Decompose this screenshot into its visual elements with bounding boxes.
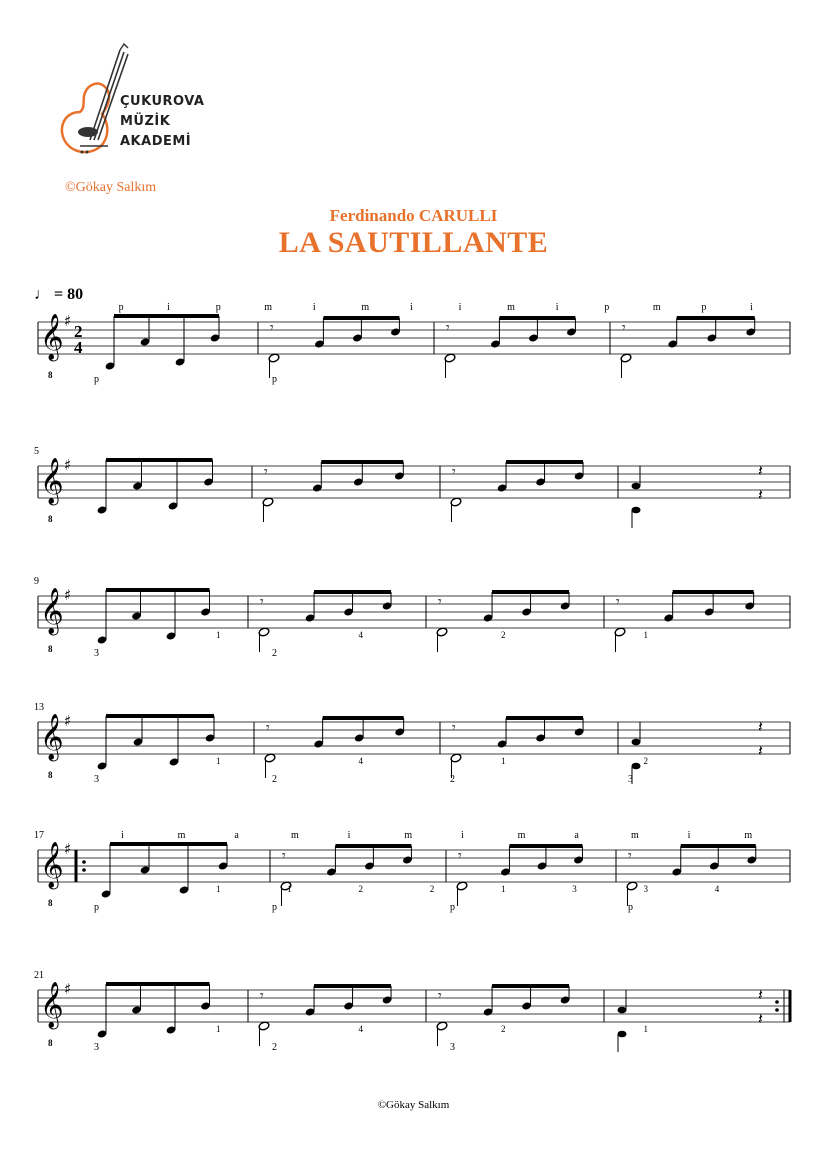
left-hand-fingering: 2 <box>501 630 506 640</box>
staff-system <box>34 576 790 659</box>
right-hand-fingering: m <box>507 302 515 313</box>
treble-clef-icon: 𝄞 <box>40 842 64 888</box>
right-hand-fingering: i <box>347 830 351 841</box>
eighth-rest-icon: 𝄾 <box>260 594 264 610</box>
staff-system <box>38 302 790 385</box>
key-sharp-icon: ♯ <box>64 312 72 330</box>
key-sharp-icon: ♯ <box>64 456 72 474</box>
eighth-rest-icon: 𝄾 <box>616 594 620 610</box>
left-hand-fingering: 4 <box>358 630 363 640</box>
logo-line-3: AKADEMİ <box>120 134 192 149</box>
treble-clef-icon: 𝄞 <box>40 714 64 760</box>
measure-number: 21 <box>34 970 44 981</box>
left-hand-fingering: 1 <box>643 630 648 640</box>
eighth-rest-icon: 𝄾 <box>446 320 450 336</box>
left-hand-fingering: 1 <box>501 756 506 766</box>
left-hand-fingering: 2 <box>358 884 363 894</box>
measure-number: 9 <box>34 576 39 587</box>
right-hand-fingering: m <box>291 830 299 841</box>
note-head <box>632 507 641 514</box>
repeat-dot <box>775 1008 779 1012</box>
eighth-rest-icon: 𝄾 <box>270 320 274 336</box>
right-hand-fingering: i <box>458 302 462 313</box>
right-hand-fingering: m <box>404 830 413 841</box>
eighth-rest-icon: 𝄾 <box>452 464 456 480</box>
note-head <box>632 763 641 770</box>
quarter-rest-icon: 𝄽 <box>758 741 763 760</box>
right-hand-fingering: m <box>361 302 370 313</box>
eighth-rest-icon: 𝄾 <box>260 988 264 1004</box>
right-hand-fingering: i <box>312 302 316 313</box>
measure-number: 5 <box>34 446 39 457</box>
measure-number: 13 <box>34 702 44 713</box>
bass-fingering: 2 <box>450 774 455 785</box>
octave-eight-mark: 8 <box>48 898 53 908</box>
staff-system <box>34 970 790 1053</box>
right-hand-fingering: i <box>461 830 464 841</box>
right-hand-fingering: i <box>167 302 170 313</box>
logo-line-2: MÜZİK <box>120 114 171 129</box>
octave-eight-mark: 8 <box>48 370 53 380</box>
eighth-rest-icon: 𝄾 <box>452 720 456 736</box>
bass-fingering: 3 <box>450 1042 455 1053</box>
bass-fingering: 3 <box>94 774 99 785</box>
left-hand-fingering: 2 <box>429 884 435 894</box>
left-hand-fingering: 4 <box>358 1024 363 1034</box>
right-hand-fingering: p <box>118 302 124 313</box>
bass-fingering: 2 <box>272 774 277 785</box>
staff-system <box>34 702 790 785</box>
bass-fingering: p <box>94 374 99 385</box>
left-hand-fingering: 1 <box>216 884 221 894</box>
right-hand-fingering: i <box>750 302 753 313</box>
right-hand-fingering: m <box>744 830 753 841</box>
left-hand-fingering: 1 <box>287 884 292 894</box>
octave-eight-mark: 8 <box>48 1038 53 1048</box>
left-hand-fingering: 2 <box>643 756 648 766</box>
note-head <box>632 483 641 490</box>
quarter-rest-icon: 𝄽 <box>758 1009 763 1028</box>
left-hand-fingering: 4 <box>714 884 720 894</box>
composer-name: Ferdinando CARULLI <box>329 206 498 225</box>
quarter-rest-icon: 𝄽 <box>758 717 763 736</box>
right-hand-fingering: p <box>215 302 221 313</box>
eighth-rest-icon: 𝄾 <box>458 848 462 864</box>
time-signature-top: 2 <box>74 322 83 341</box>
bass-fingering: 3 <box>628 774 633 785</box>
right-hand-fingering: m <box>517 830 526 841</box>
left-hand-fingering: 2 <box>501 1024 506 1034</box>
note-head <box>632 739 641 746</box>
eighth-rest-icon: 𝄾 <box>438 988 442 1004</box>
octave-eight-mark: 8 <box>48 770 53 780</box>
quarter-rest-icon: 𝄽 <box>758 985 763 1004</box>
right-hand-fingering: m <box>631 830 639 841</box>
repeat-dot <box>775 1000 779 1004</box>
bass-fingering: p <box>272 374 277 385</box>
treble-clef-icon: 𝄞 <box>40 314 64 360</box>
left-hand-fingering: 1 <box>643 1024 648 1034</box>
right-hand-fingering: p <box>701 302 707 313</box>
left-hand-fingering: 3 <box>572 884 577 894</box>
eighth-rest-icon: 𝄾 <box>266 720 270 736</box>
staff-system <box>34 446 790 528</box>
measure-number: 17 <box>34 830 44 841</box>
bass-fingering: 2 <box>272 648 277 659</box>
bass-fingering: p <box>450 902 455 913</box>
key-sharp-icon: ♯ <box>64 586 72 604</box>
eighth-rest-icon: 𝄾 <box>264 464 268 480</box>
bass-fingering: 3 <box>94 1042 99 1053</box>
right-hand-fingering: i <box>121 830 124 841</box>
octave-eight-mark: 8 <box>48 644 53 654</box>
eighth-rest-icon: 𝄾 <box>438 594 442 610</box>
quarter-rest-icon: 𝄽 <box>758 461 763 480</box>
right-hand-fingering: a <box>234 830 239 841</box>
eighth-rest-icon: 𝄾 <box>622 320 626 336</box>
bass-fingering: p <box>628 902 633 913</box>
right-hand-fingering: i <box>687 830 691 841</box>
eighth-rest-icon: 𝄾 <box>628 848 632 864</box>
bass-fingering: p <box>272 902 277 913</box>
note-head <box>618 1007 627 1014</box>
octave-eight-mark: 8 <box>48 514 53 524</box>
left-hand-fingering: 1 <box>216 1024 221 1034</box>
right-hand-fingering: i <box>410 302 413 313</box>
copyright-bottom: ©Gökay Salkım <box>377 1099 450 1111</box>
quarter-rest-icon: 𝄽 <box>758 485 763 504</box>
key-sharp-icon: ♯ <box>64 712 72 730</box>
left-hand-fingering: 1 <box>216 630 221 640</box>
note-head <box>618 1031 627 1038</box>
right-hand-fingering: m <box>177 830 186 841</box>
staff-system <box>34 830 790 913</box>
right-hand-fingering: i <box>555 302 559 313</box>
right-hand-fingering: m <box>264 302 273 313</box>
tempo-marking: ♩ = 80 <box>34 286 84 303</box>
right-hand-fingering: p <box>604 302 610 313</box>
left-hand-fingering: 1 <box>216 756 221 766</box>
left-hand-fingering: 3 <box>643 884 648 894</box>
right-hand-fingering: m <box>652 302 661 313</box>
treble-clef-icon: 𝄞 <box>40 458 64 504</box>
key-sharp-icon: ♯ <box>64 980 72 998</box>
copyright-top: ©Gökay Salkım <box>65 180 157 195</box>
time-signature-bottom: 4 <box>74 338 83 357</box>
right-hand-fingering: a <box>574 830 579 841</box>
piece-title: LA SAUTILLANTE <box>278 226 549 259</box>
repeat-dot <box>82 868 86 872</box>
left-hand-fingering: 4 <box>358 756 363 766</box>
eighth-rest-icon: 𝄾 <box>282 848 286 864</box>
bass-fingering: 2 <box>272 1042 277 1053</box>
key-sharp-icon: ♯ <box>64 840 72 858</box>
treble-clef-icon: 𝄞 <box>40 588 64 634</box>
repeat-dot <box>82 860 86 864</box>
bass-fingering: 3 <box>94 648 99 659</box>
treble-clef-icon: 𝄞 <box>40 982 64 1028</box>
bass-fingering: p <box>94 902 99 913</box>
left-hand-fingering: 1 <box>501 884 506 894</box>
logo-line-1: ÇUKUROVA <box>120 94 205 109</box>
